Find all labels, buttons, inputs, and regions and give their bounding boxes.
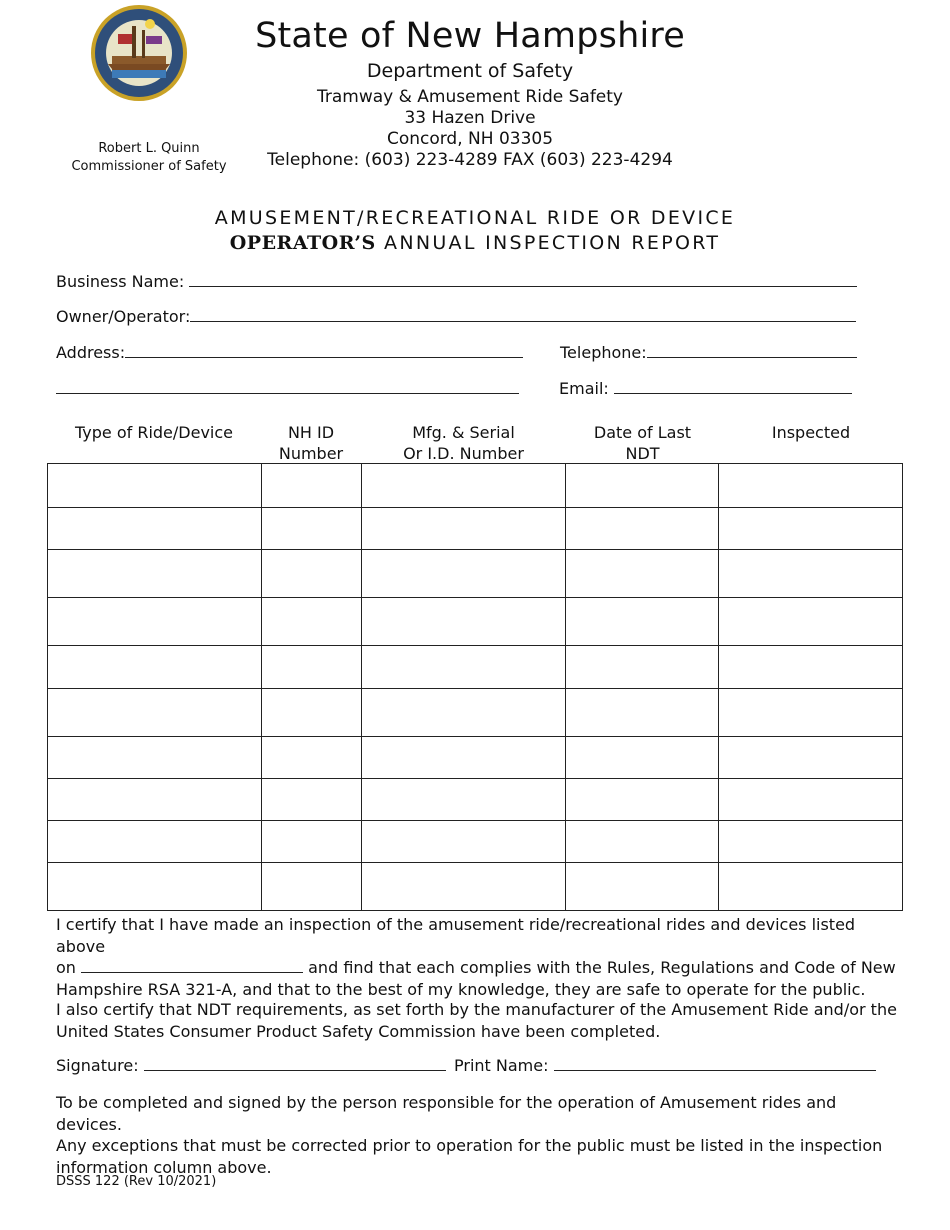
- cell-ndt[interactable]: [566, 550, 719, 598]
- cell-serial[interactable]: [361, 779, 566, 821]
- report-title-line2: [60, 231, 890, 256]
- cell-serial[interactable]: [361, 863, 566, 911]
- commissioner-block: [70, 140, 228, 176]
- division-name: Tramway & Amusement Ride Safety: [316, 87, 623, 107]
- report-title-line1: AMUSEMENT/RECREATIONAL RIDE OR DEVICE: [214, 207, 736, 229]
- cell-ndt[interactable]: [566, 646, 719, 689]
- cell-serial[interactable]: [361, 646, 566, 689]
- col-header-type-line2: Type of Ride/Device: [74, 423, 233, 442]
- cell-inspected[interactable]: [719, 689, 903, 737]
- form-id: DSSS 122 (Rev 10/2021): [56, 1174, 217, 1189]
- cell-nhid[interactable]: [261, 821, 361, 863]
- cell-nhid[interactable]: [261, 737, 361, 779]
- owner-operator-line[interactable]: [190, 321, 856, 322]
- table-row: [48, 737, 903, 779]
- cell-ndt[interactable]: [566, 779, 719, 821]
- address-line[interactable]: [125, 357, 523, 358]
- email-label: Email:: [559, 379, 609, 398]
- signature-row: [56, 1056, 446, 1075]
- cell-inspected[interactable]: [719, 646, 903, 689]
- cert-line-3: Hampshire RSA 321-A, and that to the best of my knowledge, they are safe to operate for the public.: [56, 979, 866, 999]
- cell-inspected[interactable]: [719, 550, 903, 598]
- cert-on-label: on: [56, 958, 76, 977]
- address-row: [56, 343, 523, 362]
- state-title: State of New Hampshire: [255, 16, 685, 56]
- inspection-table: [47, 463, 903, 911]
- telephone-row: [560, 343, 857, 362]
- table-row: [48, 779, 903, 821]
- cell-inspected[interactable]: [719, 821, 903, 863]
- table-row: [48, 550, 903, 598]
- table-row: [48, 508, 903, 550]
- cell-inspected[interactable]: [719, 598, 903, 646]
- table-row: [48, 863, 903, 911]
- business-name-label: Business Name:: [56, 272, 185, 291]
- cell-type[interactable]: [48, 779, 262, 821]
- cell-inspected[interactable]: [719, 508, 903, 550]
- instructions: [56, 1092, 901, 1178]
- business-name-row: [56, 272, 857, 291]
- col-header-nhid: [261, 422, 361, 464]
- table-row: [48, 821, 903, 863]
- cell-serial[interactable]: [361, 737, 566, 779]
- col-header-nhid-line1: NH ID: [287, 423, 335, 442]
- col-header-ndt: [566, 422, 719, 464]
- commissioner-title: Commissioner of Safety: [71, 159, 227, 174]
- col-header-type: [47, 422, 261, 443]
- col-header-serial: [361, 422, 566, 464]
- phone-fax: Telephone: (603) 223-4289 FAX (603) 223-4294: [267, 150, 673, 170]
- report-title-rest: ANNUAL INSPECTION REPORT: [375, 232, 721, 254]
- col-header-inspected: [719, 422, 903, 443]
- cell-ndt[interactable]: [566, 737, 719, 779]
- table-row: [48, 598, 903, 646]
- cell-serial[interactable]: [361, 598, 566, 646]
- cell-type[interactable]: [48, 821, 262, 863]
- cell-nhid[interactable]: [261, 646, 361, 689]
- cell-type[interactable]: [48, 689, 262, 737]
- cert-line-1: I certify that I have made an inspection of the amusement ride/recreational rides and devices listed above: [56, 915, 856, 956]
- cell-serial[interactable]: [361, 464, 566, 508]
- cell-nhid[interactable]: [261, 598, 361, 646]
- col-header-ndt-line1: Date of Last: [593, 423, 692, 442]
- owner-operator-label: Owner/Operator:: [56, 307, 191, 326]
- address-label: Address:: [56, 343, 126, 362]
- cell-ndt[interactable]: [566, 821, 719, 863]
- cell-ndt[interactable]: [566, 508, 719, 550]
- col-header-nhid-line2: Number: [278, 444, 344, 463]
- instruction-line-1: To be completed and signed by the person responsible for the operation of Amusement rides and devices.: [56, 1093, 837, 1134]
- cell-type[interactable]: [48, 550, 262, 598]
- cell-serial[interactable]: [361, 821, 566, 863]
- print-name-line[interactable]: [554, 1070, 876, 1071]
- table-row: [48, 464, 903, 508]
- cell-ndt[interactable]: [566, 598, 719, 646]
- cell-inspected[interactable]: [719, 863, 903, 911]
- col-header-serial-line2: Or I.D. Number: [403, 444, 524, 463]
- telephone-line[interactable]: [647, 357, 857, 358]
- cert-line-2: [56, 957, 901, 979]
- cell-inspected[interactable]: [719, 464, 903, 508]
- cell-ndt[interactable]: [566, 464, 719, 508]
- department-name: Department of Safety: [366, 60, 574, 82]
- cell-nhid[interactable]: [261, 464, 361, 508]
- cell-type[interactable]: [48, 464, 262, 508]
- business-name-line[interactable]: [189, 286, 857, 287]
- instruction-line-2: Any exceptions that must be corrected prior to operation for the public must be listed in the inspection information column above.: [56, 1136, 883, 1177]
- cell-nhid[interactable]: [261, 689, 361, 737]
- cell-type[interactable]: [48, 863, 262, 911]
- commissioner-name: Robert L. Quinn: [98, 141, 200, 156]
- email-line[interactable]: [614, 393, 852, 394]
- report-title-bold: OPERATOR’S: [229, 232, 376, 254]
- owner-operator-row: [56, 307, 856, 326]
- report-title: [60, 206, 890, 256]
- print-name-label: Print Name:: [454, 1056, 549, 1075]
- cell-nhid[interactable]: [261, 779, 361, 821]
- cell-serial[interactable]: [361, 508, 566, 550]
- cell-serial[interactable]: [361, 689, 566, 737]
- cell-type[interactable]: [48, 737, 262, 779]
- col-header-ndt-line2: NDT: [625, 444, 660, 463]
- cell-type[interactable]: [48, 508, 262, 550]
- signature-label: Signature:: [56, 1056, 139, 1075]
- certification-paragraph-2: I also certify that NDT requirements, as set forth by the manufacturer of the Amusement Ride and/or the United States Consumer Product Safety Commission have been completed.: [56, 1000, 897, 1041]
- inspection-date-line[interactable]: [81, 972, 303, 973]
- cell-serial[interactable]: [361, 550, 566, 598]
- col-header-serial-line1: Mfg. & Serial: [412, 423, 515, 442]
- cert-after-text: and find that each complies with the Rules, Regulations and Code of New: [308, 958, 896, 977]
- cell-nhid[interactable]: [261, 508, 361, 550]
- cell-inspected[interactable]: [719, 779, 903, 821]
- city-state-zip: Concord, NH 03305: [386, 129, 554, 149]
- cell-nhid[interactable]: [261, 550, 361, 598]
- address-line-2[interactable]: [56, 393, 519, 394]
- cell-nhid[interactable]: [261, 863, 361, 911]
- table-row: [48, 646, 903, 689]
- cell-inspected[interactable]: [719, 737, 903, 779]
- table-row: [48, 689, 903, 737]
- cell-type[interactable]: [48, 646, 262, 689]
- signature-line[interactable]: [144, 1070, 446, 1071]
- print-name-row: [454, 1056, 876, 1075]
- street-address: 33 Hazen Drive: [404, 108, 536, 128]
- telephone-label: Telephone:: [560, 343, 647, 362]
- col-header-inspected-line2: Inspected: [771, 423, 851, 442]
- address-line2-row: [56, 379, 519, 398]
- cell-type[interactable]: [48, 598, 262, 646]
- certification-paragraph-1: [56, 914, 901, 1000]
- cell-ndt[interactable]: [566, 689, 719, 737]
- email-row: [559, 379, 852, 398]
- state-seal: [90, 4, 188, 102]
- cell-ndt[interactable]: [566, 863, 719, 911]
